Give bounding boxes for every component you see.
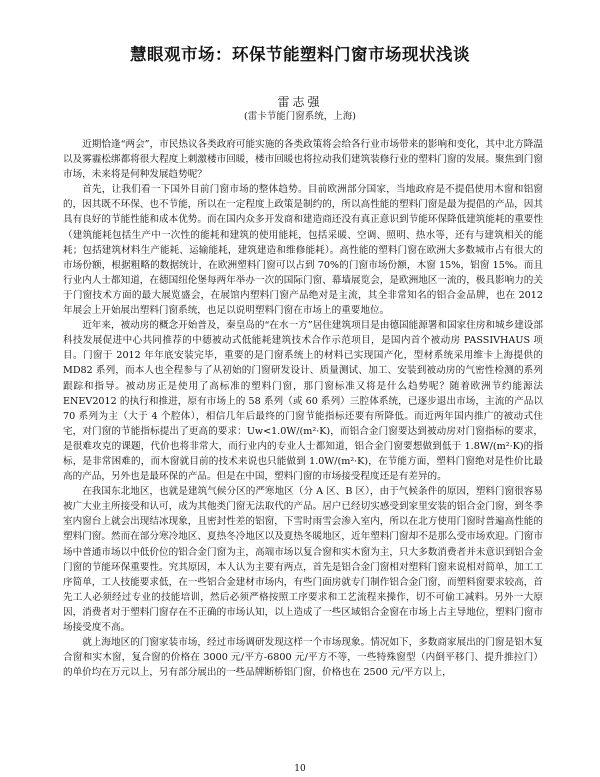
page-number: 10 [294, 764, 306, 774]
article-body [63, 137, 543, 680]
paragraph: 近期恰逢“两会”，市民热议各类政府可能实施的各类政策将会给各行业市场带来的影响和变化，其中北方降温以及雾霾松绑都将很大程度上刺激楼市回暖，楼市回暖也将拉动我们建筑装修行业的塑料门窗的发展。聚焦到门窗市场，未来将是何种发展趋势呢？ [63, 139, 543, 181]
paragraph: 近年来，被动房的概念开始普及，秦皇岛的“在水一方”居住建筑项目是由德国能源署和国家住房和城乡建设部科技发展促进中心共同推荐的中德被动式低能耗建筑技术合作示范项目，是国内首个被动房 PASSIVHAUS 项目。门窗于 2012 年年底安装完毕，重要的是门窗系统上的材料已实现国产化，型材系统采用维卡上海提供的 MD82 系列，而本人也全程参与了从初始的门窗研发设计、质量测试、加工、安装到被动房的气密性检测的系列跟踪和指导。被动房正是使用了高标准的塑料门窗，那门窗标准又将是什么趋势呢？随着欧洲节约能源法 ENEV2012 的执行和推进，原有市场上的 58 系列（或 60 系列）三腔体系统，已逐步退出市场，主流的产品以 70 系列为主（大于 4 个腔体），相信几年后最终的门窗节能指标还要有所降低。而近两年国内推广的被动式住宅，对门窗的节能指标提出了更高的要求：Uw<1.0W/(m²·K)，而铝合金门窗要达到被动房对门窗指标的要求，是很难攻克的课题，代价也将非常大，而行业内的专业人士都知道，铝合金门窗要想做到低于 1.8W/(m²·K)的指标，是非常困难的，而木窗就目前的技术来说也只能做到 1.0W/(m²·K)，在节能方面，塑料门窗绝对是性价比最高的产品，另外也是最环保的产品。但是在中国，塑料门窗的市场接受程度还是有差异的。 [63, 320, 543, 483]
paragraph: 就上海地区的门窗家装市场，经过市场调研发现这样一个市场现象。情况如下，多数商家展出的门窗是铝木复合窗和实木窗，复合窗的价格在 3000 元/平方-6800 元/平方不等，一些特殊窗型（内倒平移门、提升推拉门）的单价均在万元以上，另有部分展出的一些品牌断桥铝门窗，价格也在 2500 元/平方以上， [63, 637, 543, 679]
article-title: 慧眼观市场：环保节能塑料门窗市场现状浅谈 [130, 45, 470, 64]
article-author: 雷志强 [277, 95, 323, 109]
paragraph: 在我国东北地区，也就是建筑气候分区的严寒地区（分 A 区、B 区），由于气候条件的原因，塑料门窗很容易被广大业主所接受和认可，成为其他类门窗无法取代的产品。居户已经切实感受到家里安装的铝合金门窗，到冬季室内窗台上就会出现结冰现象，且密封性差的铝窗，下雪时雨雪会渗入室内，所以在北方使用门窗时普遍高性能的塑料门窗。然而在部分寒冷地区、夏热冬冷地区以及夏热冬暖地区，近年塑料门窗却不是那么受市场欢迎。门窗市场中普通市场以中低价位的铝合金门窗为主，高端市场以复合窗和实木窗为主，只大多数消费者并未意识到铝合金门窗的节能环保重要性。究其原因，本人认为主要有两点，首先是铝合金门窗相对塑料门窗来说相对简单，加工工序简单，工人技能要求低，在一些铝合金建材市场内，有些门面房就专门制作铝合金门窗，而塑料窗要求较高，首先工人必须经过专业的技能培训，然后必须严格按照工序要求和工艺流程来操作，切不可偷工减料。另外一大原因，消费者对于塑料门窗存在不正确的市场认知，以上造成了一些区域铝合金窗在市场上占主导地位，塑料门窗市场接受度不高。 [63, 486, 543, 633]
author-affiliation: (雷卡节能门窗系统，上海) [244, 111, 356, 122]
paragraph: 首先，让我们看一下国外目前门窗市场的整体趋势。目前欧洲部分国家，当地政府是不提倡使用木窗和铝窗的，因其既不环保、也不节能，所以在一定程度上政策是制约的，所以高性能的塑料门窗是最为提倡的产品，因其具有良好的节能性能和成本优势。而在国内众多开发商和建造商还没有真正意识到节能环保降低建筑能耗的重要性（建筑能耗包括生产中一次性的能耗和建筑的使用能耗，包括采暖、空调、照明、热水等，还有与建筑相关的能耗；包括建筑材料生产能耗、运输能耗，建筑建造和维修能耗）。高性能的塑料门窗在欧洲大多数城市占有很大的市场份额，根据粗略的数据统计，在欧洲塑料门窗可以占到 70%的门窗市场份额，木窗 15%，铝窗 15%。而且行业内人士都知道，在德国纽伦堡每两年举办一次的国际门窗、幕墙展览会，是欧洲地区一流的，极具影响力的关于门窗技术方面的最大展览盛会，在展馆内塑料门窗产品绝对是主流，其全非常知名的铝合金品牌，也在 2012 年展会上开始展出塑料门窗系统，也足以说明塑料门窗在市场上的重要地位。 [63, 184, 543, 317]
